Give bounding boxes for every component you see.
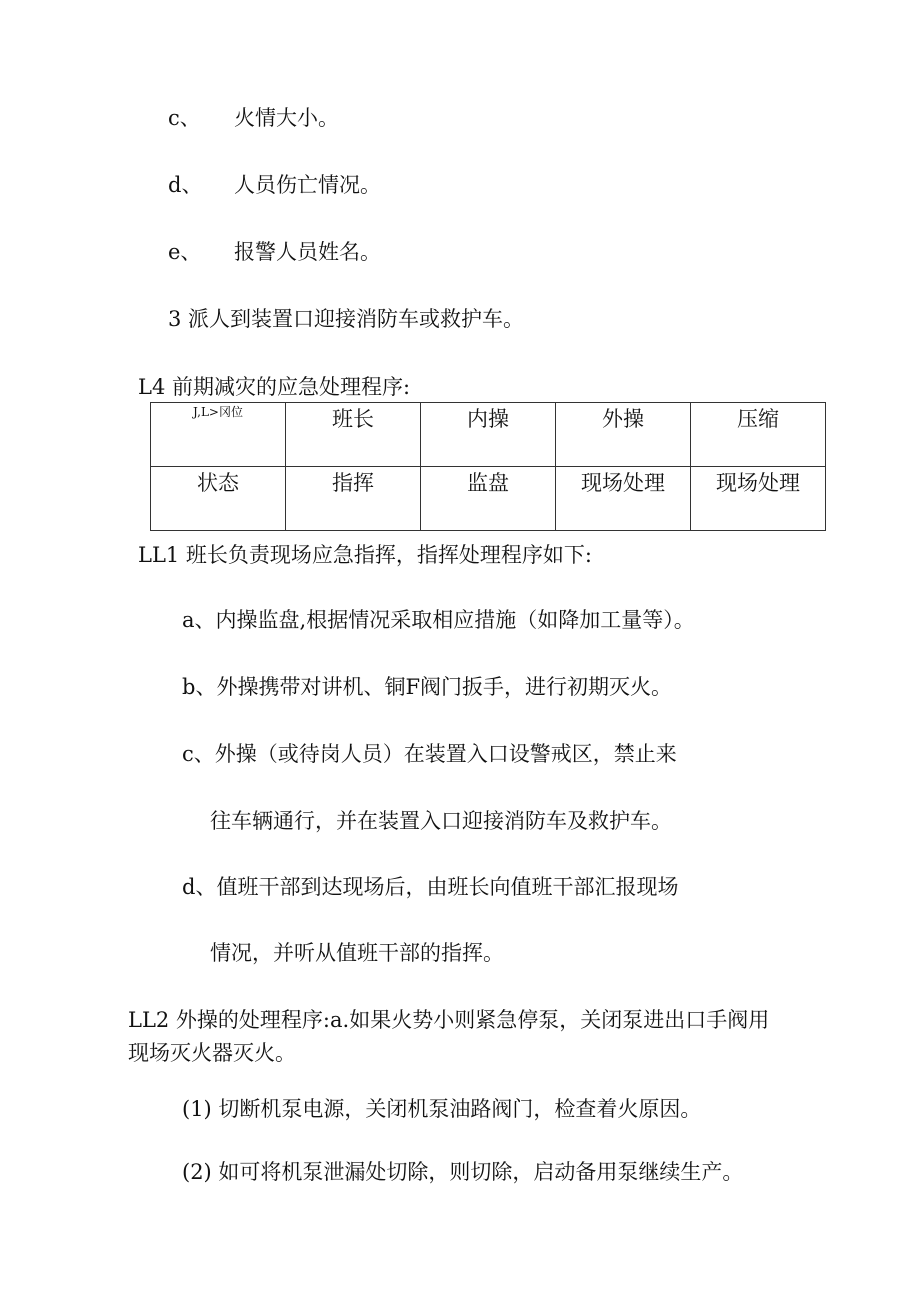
table-cell: 指挥 <box>286 467 421 531</box>
paragraph-item-3: 3 派人到装置口迎接消防车或救护车。 <box>168 307 525 331</box>
list-marker: e、 <box>168 240 202 264</box>
section-heading-1-4: L4 前期减灾的应急处理程序: <box>138 375 411 399</box>
table-cell: 外操 <box>556 403 691 467</box>
sub-item-2: (2) 如可将机泵泄漏处切除，则切除，启动备用泵继续生产。 <box>182 1160 744 1184</box>
section-heading-1-1: LL1 班长负责现场应急指挥，指挥处理程序如下: <box>138 543 593 567</box>
list-marker: c、 <box>168 106 201 130</box>
sub-item-1: (1) 切断机泵电源，关闭机泵油路阀门，检查着火原因。 <box>182 1097 702 1121</box>
list-item-text: 报警人员姓名。 <box>234 240 381 264</box>
list-marker: d、 <box>168 173 203 197</box>
table-cell: J,L>冈位 <box>151 403 286 467</box>
step-d-line2: 情况，并听从值班干部的指挥。 <box>210 941 504 965</box>
list-item-text: 火情大小。 <box>234 106 339 130</box>
table-cell: 监盘 <box>421 467 556 531</box>
step-c-line2: 往车辆通行，并在装置入口迎接消防车及救护车。 <box>210 809 672 833</box>
section-1-2-line2: 现场灭火器灭火。 <box>128 1041 296 1065</box>
list-item-text: 人员伤亡情况。 <box>234 173 381 197</box>
list-item-e <box>168 242 381 263</box>
list-item-c <box>168 108 339 129</box>
step-d-line1: d、值班干部到达现场后，由班长向值班干部汇报现场 <box>182 875 679 899</box>
table-row <box>151 467 826 531</box>
table-cell: 内操 <box>421 403 556 467</box>
table-cell: 现场处理 <box>691 467 826 531</box>
step-c-line1: c、外操（或待岗人员）在装置入口设警戒区，禁止来 <box>182 742 677 766</box>
section-1-2-line1: LL2 外操的处理程序:a.如果火势小则紧急停泵，关闭泵进出口手阀用 <box>128 1008 770 1032</box>
step-a: a、内操监盘,根据情况采取相应措施（如降加工量等）。 <box>182 608 695 632</box>
table-cell: 班长 <box>286 403 421 467</box>
role-status-table <box>150 402 826 531</box>
step-b: b、外操携带对讲机、铜F阀门扳手，进行初期灭火。 <box>182 675 673 699</box>
table-cell: 状态 <box>151 467 286 531</box>
table-row <box>151 403 826 467</box>
list-item-d <box>168 175 381 196</box>
table-cell: 现场处理 <box>556 467 691 531</box>
table-cell: 压缩 <box>691 403 826 467</box>
